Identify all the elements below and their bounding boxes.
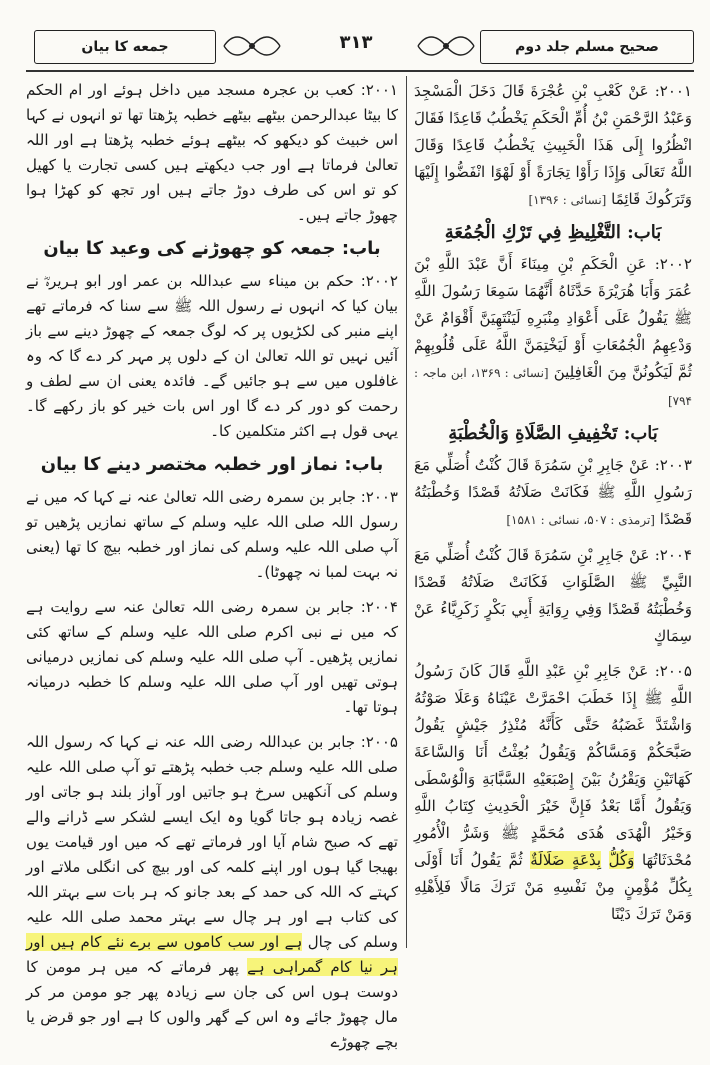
hadith-2001-arabic: [414, 78, 692, 214]
book-title: صحیح مسلم جلد دوم: [515, 39, 659, 55]
section-heading: بَاب: تَخْفِيفِ الصَّلَاةِ وَالْخُطْبَةِ: [448, 423, 658, 444]
section-heading: باب: جمعہ کو چھوڑنے کی وعید کا بیان: [43, 238, 381, 259]
ornament-icon: [222, 32, 282, 60]
column-divider: [406, 76, 407, 948]
reference: [نسائی : ۱۳۹۶]: [528, 193, 607, 207]
section-heading: باب: نماز اور خطبہ مختصر دینے کا بیان: [40, 454, 384, 475]
highlighted-text: بِدْعَةٍ ضَلَالَةٌ: [530, 851, 602, 869]
hadith-text: ۲۰۰۱: عَنْ كَعْبِ بْنِ عُجْرَةَ قَالَ دَخَلَ الْمَسْجِدَ وَعَبْدُ الرَّحْمَنِ بْنُ أُمِّ الْحَكَمِ يَخْطُبُ قَاعِدًا فَقَالَ انْظُرُوا إِلَى هَذَا الْخَبِيثِ يَخْطُبُ قَاعِدًا وَقَالَ اللَّهُ تَعَالَى وَإِذَا رَأَوْا تِجَارَةً أَوْ لَهْوًا انْفَضُّوا إِلَيْهَا وَتَرَكُوكَ قَائِمًا: [414, 82, 692, 208]
highlighted-text: ہے اور سب کاموں سے برے نئے کام ہیں اور ہر نیا کام گمراہی ہے: [26, 933, 398, 976]
hadith-text: ۲۰۰۵: عَنْ جَابِرِ بْنِ عَبْدِ اللَّهِ قَالَ كَانَ رَسُولُ اللَّهِ ﷺ إِذَا خَطَبَ احْمَرَّتْ عَيْنَاهُ وَعَلَا صَوْتُهُ وَاشْتَدَّ غَضَبُهُ حَتَّى كَأَنَّهُ مُنْذِرُ جَيْشٍ يَقُولُ صَبَّحَكُمْ وَمَسَّاكُمْ وَيَقُولُ بُعِثْتُ أَنَا وَالسَّاعَةَ كَهَاتَيْنِ وَيَقْرُنُ بَيْنَ إِصْبَعَيْهِ السَّبَّابَةِ وَالْوُسْطَى وَيَقُولُ أَمَّا بَعْدُ فَإِنَّ خَيْرَ الْحَدِيثِ كِتَابُ اللَّهِ وَخَيْرُ الْهُدَى هُدَى مُحَمَّدٍ ﷺ وَشَرُّ الْأُمُورِ مُحْدَثَاتُهَا: [414, 662, 692, 869]
book-title-box: [480, 30, 694, 64]
hadith-text: ۲۰۰۲: عَنِ الْحَكَمِ بْنِ مِينَاءَ أَنَّ عَبْدَ اللَّهِ بْنَ عُمَرَ وَأَبَا هُرَيْرَةَ حَدَّثَاهُ أَنَّهُمَا سَمِعَا رَسُولَ اللَّهِ ﷺ يَقُولُ عَلَى أَعْوَادِ مِنْبَرِهِ لَيَنْتَهِيَنَّ أَقْوَامٌ عَنْ وَدْعِهِمُ الْجُمُعَاتِ أَوْ لَيَخْتِمَنَّ اللَّهُ عَلَى قُلُوبِهِمْ ثُمَّ لَيَكُونُنَّ مِنَ الْغَافِلِينَ: [414, 255, 692, 381]
page-number: ۳۱۳: [339, 32, 373, 53]
hadith-text: پھر فرماتے کہ میں ہر مومن کا دوست ہوں اس کی جان سے زیادہ پھر جو مومن مر کر مال چھوڑ جائے وہ اس کے گھر والوں کا ہے اور جو قرض یا بچے چھوڑے: [26, 958, 398, 1051]
reference: [ترمذی : ۵۰۷، نسائی : ۱۵۸۱]: [506, 513, 655, 527]
hadith-2002-urdu: ۲۰۰۲: حکم بن میناء سے عبداللہ بن عمر اور ابو ہریرہؓ نے بیان کیا کہ انہوں نے رسول اللہ ﷺ سے سنا کہ فرماتے تھے اپنے منبر کی لکڑیوں پر کہ لوگ جمعہ کے چھوڑ دینے سے باز آئیں نہیں تو اللہ تعالیٰ ان کے دلوں پر مہر کر دے گا کہ وہ غافلوں میں سے ہو جائیں گے۔ فائدہ یعنی ان سے لطف و رحمت کو دور کر دے گا اور اس بات خیر کو باز رکھے گا۔ یہی قول ہے اکثر متکلمین کا۔: [26, 272, 398, 440]
ornament-icon: [416, 32, 476, 60]
hadith-2001-urdu: ۲۰۰۱: کعب بن عجرہ مسجد میں داخل ہوئے اور ام الحکم کا بیٹا عبدالرحمن بیٹھے بیٹھے خطبہ پڑھتا تھا تو انہوں نے کہا اس خبیث کو دیکھو کہ بیٹھے ہوئے خطبہ پڑھتا ہے اور اللہ تعالیٰ فرماتا ہے اور جب دیکھتے ہیں کسی تجارت یا کھیل کو تو اس کی طرف دوڑ جاتے ہیں اور تجھ کو کھڑا ہوا چھوڑ جاتے ہیں۔: [26, 81, 398, 224]
hadith-2005-arabic: [414, 658, 692, 928]
hadith-2003-urdu: ۲۰۰۳: جابر بن سمرہ رضی اللہ تعالیٰ عنہ نے کہا کہ میں نے رسول اللہ صلی اللہ علیہ وسلم کے ساتھ نمازیں پڑھیں تو آپ صلی اللہ علیہ وسلم کی نماز اور خطبہ بیچ کا تھا (یعنی نہ بہت لمبا نہ چھوٹا)۔: [26, 488, 398, 581]
hadith-2004-urdu: ۲۰۰۴: جابر بن سمرہ رضی اللہ تعالیٰ عنہ سے روایت ہے کہ میں نے نبی اکرم صلی اللہ علیہ وسلم کے ساتھ کئی نمازیں پڑھیں۔ آپ صلی اللہ علیہ وسلم کی نمازیں درمیانی ہوتی تھیں اور آپ صلی اللہ علیہ وسلم کا خطبہ درمیانہ ہوتا تھا۔: [26, 598, 398, 716]
hadith-2003-arabic: [414, 452, 692, 534]
highlighted-text: وَكُلُّ: [608, 851, 635, 869]
hadith-2002-arabic: [414, 251, 692, 415]
page-header: [26, 24, 694, 70]
hadith-text: ۲۰۰۳: عَنْ جَابِرِ بْنِ سَمُرَةَ قَالَ كُنْتُ أُصَلِّي مَعَ رَسُولِ اللَّهِ ﷺ فَكَانَتْ صَلَاتُهُ قَصْدًا وَخُطْبَتُهُ قَصْدًا: [414, 456, 692, 528]
section-heading: بَاب: التَّغْلِيظِ فِي تَرْكِ الْجُمُعَةِ: [444, 222, 662, 243]
hadith-text: ۲۰۰۵: جابر بن عبداللہ رضی اللہ عنہ نے کہا کہ رسول اللہ صلی اللہ علیہ وسلم جب خطبہ پڑھتے تو آپ صلی اللہ علیہ وسلم کی آنکھیں سرخ ہو جاتیں اور آواز بلند ہو جاتی اور غصہ زیادہ ہو جاتا گویا وہ ایک ایسے لشکر سے ڈرانے والے تھے کہ صبح شام آیا اور فرماتے تھے کہ میں اور قیامت یوں بھیجا گیا ہوں اور اپنے کلمہ کی اور بیچ کی انگلی ملاتے اور کہتے کہ اللہ کی حمد کے بعد جانو کہ ہر بات سے بہتر اللہ کی کتاب ہے اور ہر چال سے بہتر محمد صلی اللہ علیہ وسلم کی چال: [26, 733, 398, 951]
book-page: [26, 24, 694, 1051]
urdu-column: [26, 78, 398, 1065]
hadith-text: ثُمَّ يَقُولُ أَنَا أَوْلَى بِكُلِّ مُؤْمِنٍ مِنْ نَفْسِهِ مَنْ تَرَكَ مَالًا فَلِأَهْلِهِ وَمَنْ تَرَكَ دَيْنًا: [414, 851, 692, 923]
chapter-title: جمعه کا بیان: [81, 39, 169, 55]
header-rule: [26, 70, 694, 72]
hadith-2005-urdu: [26, 730, 398, 1055]
chapter-title-box: [34, 30, 216, 64]
hadith-2004-arabic: ۲۰۰۴: عَنْ جَابِرِ بْنِ سَمُرَةَ قَالَ كُنْتُ أُصَلِّي مَعَ النَّبِيِّ ﷺ الصَّلَوَاتِ فَكَانَتْ صَلَاتُهُ قَصْدًا وَخُطْبَتُهُ قَصْدًا وَفِي رِوَايَةِ أَبِي بَكْرٍ زَكَرِيَّاءُ عَنْ سِمَاكٍ: [414, 546, 692, 645]
arabic-column: [414, 78, 692, 936]
reference: [نسائی : ۱۳۶۹، ابن ماجہ : ۷۹۴]: [414, 366, 692, 408]
